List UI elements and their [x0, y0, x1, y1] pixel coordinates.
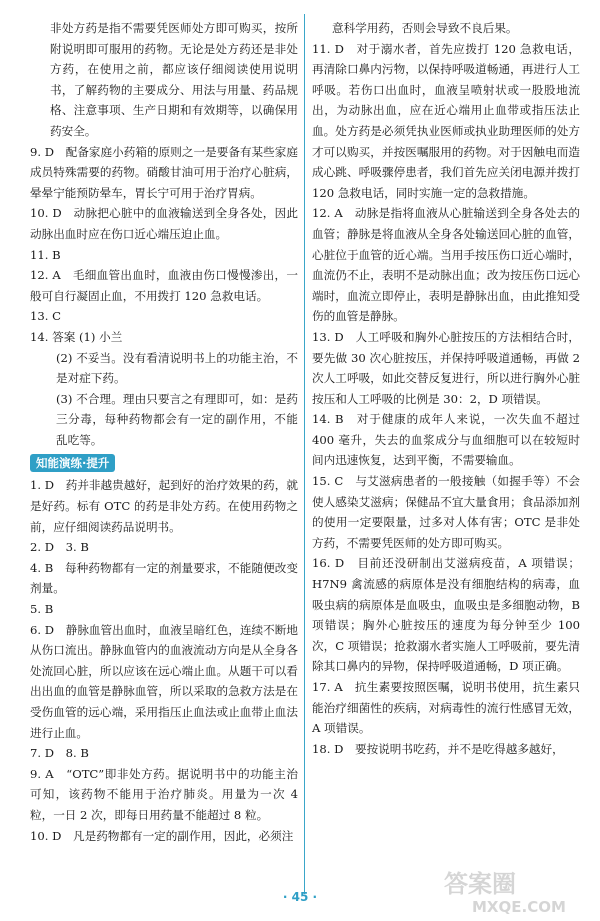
answer-item: 9. D 配备家庭小药箱的原则之一是要备有某些家庭成员特殊需要的药物。硝酸甘油可用于治疗心脏病，晕晕宁能预防晕车，胃长宁可用于治疗胃病。 [30, 144, 298, 200]
answer-item: 11. D 对于溺水者，首先应拨打 120 急救电话，再清除口鼻内污物，以保持呼吸道畅通，再进行人工呼吸。若伤口出血时，血液呈喷射状或一股股地流出，为动脉出血，应在近心端用止血带或指压法止血。处方药是必须凭执业医师或执业助理医师的处方才可以购买，并按医嘱服用的药物。对于因触电而造成心跳、呼吸骤停患者，我们首先应关闭电源并拨打 120 急救电话，同时实施一定的急救措施。 [312, 41, 580, 200]
answer-item: 13. D 人工呼吸和胸外心脏按压的方法相结合时，要先做 30 次心脏按压，并保持呼吸道通畅，再做 2 次人工呼吸，如此交替反复进行，所以进行胸外心脏按压和人工呼吸的比例是 30：2，D 项错误。 [312, 329, 580, 406]
answer-item: 7. D 8. B [30, 746, 89, 761]
answer-item: 17. A 抗生素要按照医嘱，说明书使用，抗生素只能治疗细菌性的疾病，对病毒性的流行性感冒无效，A 项错误。 [312, 680, 580, 736]
answer-item: 16. D 目前还没研制出艾滋病疫苗，A 项错误；H7N9 禽流感的病原体是没有细胞结构的病毒，血吸虫病的病原体是血吸虫，血吸虫是多细胞动物，B 项错误；胸外心脏按压的速度为每分钟至少 100 次，C 项错误；抢救溺水者实施人工呼吸前，要先清除其口鼻内的异物，保持呼吸道通畅，D 项正确。 [312, 556, 580, 674]
watermark-logo [442, 866, 592, 916]
svg-text:MXQE.COM: MXQE.COM [472, 898, 566, 916]
answer-item: 10. D 凡是药物都有一定的副作用，因此，必须注 [30, 828, 294, 843]
section-heading: 知能演练·提升 [30, 454, 115, 472]
answer-item: 11. B [30, 247, 61, 262]
answer-item: 15. C 与艾滋病患者的一般接触（如握手等）不会使人感染艾滋病；保健品不宜大量食用；食品添加剂的使用一定要限量，过多对人体有害；OTC 是非处方药，不需要凭医师的处方即可购买。 [312, 474, 580, 550]
column-divider [304, 14, 305, 894]
answer-item: 12. A 毛细血管出血时，血液由伤口慢慢渗出，一般可自行凝固止血，不用拨打 120 急救电话。 [30, 268, 298, 303]
answer-item: 14. B 对于健康的成年人来说，一次失血不超过 400 毫升，失去的血浆成分与血细胞可以在较短时间内迅速恢复，达到平衡，不需要输血。 [312, 412, 580, 468]
svg-text:答案圈: 答案圈 [444, 870, 516, 898]
answer-item: 18. D 要按说明书吃药，并不是吃得越多越好， [312, 741, 564, 756]
page-number: · 45 · [282, 890, 318, 904]
answer-item: 12. A 动脉是指将血液从心脏输送到全身各处去的血管；静脉是将血液从全身各处输送回心脏的血管，心脏位于血管的近心端。当用手按压伤口近心端时，血流仍不止，表明不是动脉出血；改为按压伤口远心端时，血流立即停止，表明是静脉出血，由此推知受伤的血管是静脉。 [312, 206, 580, 324]
answer-subitem: (2) 不妥当。没有看清说明书上的功能主治，不是对症下药。 [56, 350, 298, 386]
answer-item: 5. B [30, 602, 54, 617]
answer-item: 2. D 3. B [30, 540, 89, 555]
answer-item: 6. D 静脉血管出血时，血液呈暗红色，连续不断地从伤口流出。静脉血管内的血液流动方向是从全身各处流回心脏，所以应该在远心端止血。从题干可以看出出血的血管是静脉血管，所以采取的急救方法是在受伤血管的远心端，采用指压止血法或止血带止血法进行止血。 [30, 622, 298, 740]
right-column [312, 18, 580, 759]
answer-item: 13. C [30, 309, 61, 324]
answer-item: 1. D 药并非越贵越好，起到好的治疗效果的药，就是好药。标有 OTC 的药是非处方药。在使用药物之前，应仔细阅读药品说明书。 [30, 478, 298, 534]
answer-item: 4. B 每种药物都有一定的剂量要求，不能随便改变剂量。 [30, 560, 298, 596]
answer-paragraph: 意科学用药，否则会导致不良后果。 [332, 21, 518, 35]
answer-item: 14. 答案 (1) 小兰 [30, 329, 123, 344]
answer-paragraph: 非处方药是指不需要凭医师处方即可购买，按所附说明即可服用的药物。无论是处方药还是非处方药，在使用之前，都应该仔细阅读使用说明书，了解药物的主要成分、用法与用量、药品规格、注意事项、生产日期和有效期等，以确保用药安全。 [50, 21, 298, 138]
left-column [30, 18, 298, 846]
answer-item: 9. A “OTC”即非处方药。据说明书中的功能主治可知，该药物不能用于治疗肺炎。用量为一次 4 粒，一日 2 次，即每日用药量不能超过 8 粒。 [30, 766, 298, 822]
answer-subitem: (3) 不合理。理由只要言之有理即可，如：是药三分毒，每种药物都会有一定的副作用，不能乱吃等。 [56, 391, 298, 447]
answer-item: 10. D 动脉把心脏中的血液输送到全身各处，因此动脉出血时应在伤口近心端压迫止血。 [30, 206, 298, 241]
